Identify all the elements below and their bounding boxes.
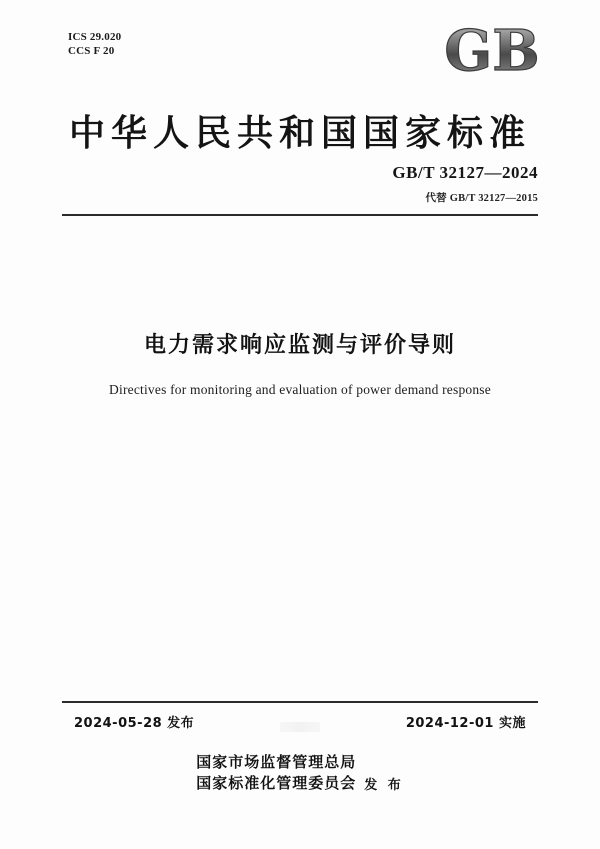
divider-bottom [62, 701, 538, 703]
classification-codes [68, 30, 121, 58]
ccs-code: CCS F 20 [68, 45, 115, 57]
effective-date: 2024-12-01 实施 [405, 716, 526, 731]
ics-code: ICS 29.020 [68, 31, 122, 43]
publish-word: 发 布 [364, 778, 404, 793]
publisher-names [196, 752, 356, 794]
publisher-line-2: 国家标准化管理委员会 [196, 774, 357, 792]
document-title-cn: 电力需求响应监测与评价导则 [143, 333, 456, 358]
standard-number: GB/T 32127—2024 [392, 163, 538, 182]
issue-date: 2024-05-28 发布 [74, 716, 195, 731]
document-title-en: Directives for monitoring and evaluation of power demand response [109, 382, 491, 397]
replaces-note: 代替 GB/T 32127—2015 [425, 193, 538, 204]
publisher-line-1: 国家市场监督管理总局 [196, 753, 357, 771]
standard-number-block [392, 163, 538, 205]
gb-emblem-icon [444, 22, 540, 80]
faint-mark [280, 722, 320, 732]
divider-top [62, 214, 538, 216]
publisher-block [0, 752, 600, 794]
page-title: 中华人民共和国国家标准 [68, 113, 531, 154]
svg-text:GB: GB [444, 22, 540, 80]
